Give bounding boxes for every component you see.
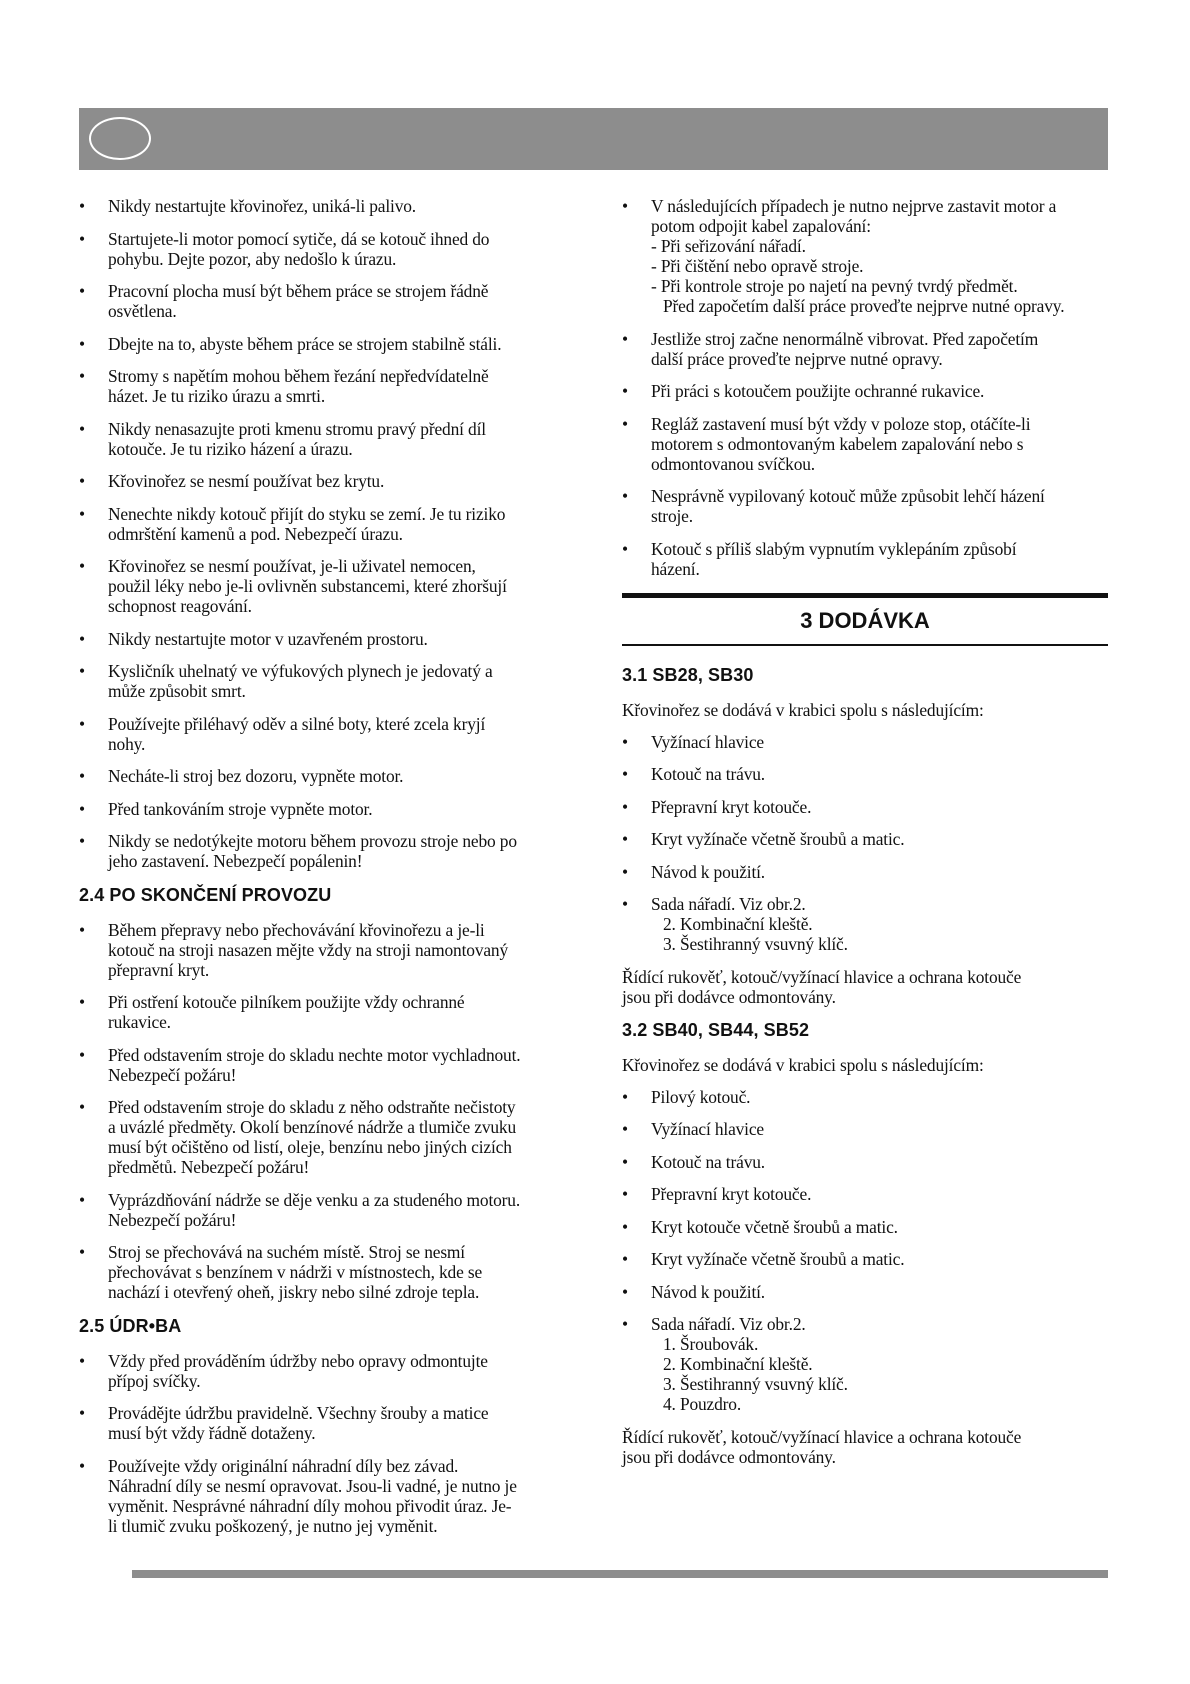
section-3-1-note bbox=[622, 967, 1108, 1007]
line: pohybu. Dejte pozor, aby nedošlo k úrazu. bbox=[108, 248, 397, 269]
line: Před tankováním stroje vypněte motor. bbox=[108, 798, 373, 819]
bullet-mark: • bbox=[79, 1242, 85, 1262]
bullet-mark: • bbox=[79, 1403, 85, 1423]
bullet-mark: • bbox=[622, 1249, 628, 1269]
item-text: Kotouč na trávu. bbox=[651, 764, 765, 784]
line: Kysličník uhelnatý ve výfukových plynech je jedovatý a bbox=[108, 661, 493, 681]
item-text: Návod k použití. bbox=[651, 1281, 766, 1302]
tool-item: 3. Šestihranný vsuvný klíč. bbox=[663, 934, 848, 954]
bullet-mark: • bbox=[622, 1086, 628, 1107]
bullet-mark: • bbox=[79, 366, 85, 386]
item-text: Vyžínací hlavice bbox=[651, 1119, 764, 1139]
right-bullet-list-2 bbox=[622, 329, 1108, 579]
list-item bbox=[79, 334, 565, 354]
safety-bullet-list bbox=[79, 196, 565, 871]
line: Nikdy nenasazujte proti kmenu stromu pravý přední díl bbox=[108, 418, 486, 439]
tool-item: 3. Šestihranný vsuvný klíč. bbox=[663, 1374, 848, 1394]
line: házet. Je tu riziko úrazu a smrti. bbox=[108, 386, 326, 406]
list-item bbox=[79, 1351, 565, 1391]
line: a uvázlé předměty. Okolí benzínové nádrže a tlumiče zvuku bbox=[108, 1117, 517, 1137]
bullet-mark: • bbox=[622, 381, 628, 401]
bullet-mark: • bbox=[79, 919, 85, 940]
footer-bar bbox=[132, 1570, 1108, 1578]
line: Stroj se přechovává na suchém místě. Stroj se nesmí bbox=[108, 1242, 465, 1262]
line: potom odpojit kabel zapalování: bbox=[651, 216, 871, 236]
line: V následujících případech je nutno nejprve zastavit motor a bbox=[651, 196, 1057, 216]
list-item bbox=[79, 992, 565, 1032]
bullet-mark: • bbox=[622, 764, 628, 784]
list-item bbox=[79, 1045, 565, 1085]
bullet-mark: • bbox=[622, 731, 628, 752]
tool-list bbox=[651, 914, 1108, 954]
list-item bbox=[622, 1119, 1108, 1139]
section-3-1-title: 3.1 SB28, SB30 bbox=[622, 664, 754, 685]
list-item bbox=[79, 556, 565, 616]
list-item bbox=[622, 1184, 1108, 1204]
bullet-mark: • bbox=[622, 1314, 628, 1334]
line: Nebezpečí požáru! bbox=[108, 1209, 237, 1230]
dash-item-tail: Před započetím další práce proveďte nejprve nutné opravy. bbox=[663, 296, 1065, 316]
list-item bbox=[79, 1403, 565, 1443]
line: Vždy před prováděním údržby nebo opravy odmontujte bbox=[108, 1350, 488, 1371]
line: stroje. bbox=[651, 506, 693, 526]
list-item bbox=[79, 1190, 565, 1230]
list-item bbox=[79, 229, 565, 269]
line: Nebezpečí požáru! bbox=[108, 1064, 237, 1085]
list-item bbox=[622, 329, 1108, 369]
bullet-mark: • bbox=[622, 1216, 628, 1237]
right-bullet-list bbox=[622, 196, 1108, 316]
tool-kit-label: Sada nářadí. Viz obr.2. bbox=[651, 894, 806, 914]
line: jeho zastavení. Nebezpečí popálenin! bbox=[108, 851, 363, 871]
item-text: Pilový kotouč. bbox=[651, 1086, 751, 1107]
line: může způsobit smrt. bbox=[108, 681, 246, 701]
line: Stromy s napětím mohou během řezání nepředvídatelně bbox=[108, 366, 489, 386]
line: Nenechte nikdy kotouč přijít do styku se zemí. Je tu riziko bbox=[108, 503, 506, 524]
section-3-2-note bbox=[622, 1427, 1108, 1467]
bullet-mark: • bbox=[622, 829, 628, 849]
line: Nikdy nestartujte křovinořez, uniká-li palivo. bbox=[108, 196, 416, 216]
line: odmrštění kamenů a pod. Nebezpečí úrazu. bbox=[108, 523, 403, 544]
dash-item: - Při kontrole stroje po najetí na pevný tvrdý předmět. bbox=[651, 276, 1018, 296]
left-column bbox=[79, 196, 565, 1548]
list-item bbox=[622, 1249, 1108, 1269]
line: Používejte vždy originální náhradní díly bez závad. bbox=[108, 1455, 459, 1476]
bullet-mark: • bbox=[79, 333, 85, 354]
tool-kit-item bbox=[622, 894, 1108, 954]
bullet-mark: • bbox=[79, 281, 85, 301]
line: Před odstavením stroje do skladu z něho odstraňte nečistoty bbox=[108, 1097, 516, 1117]
bullet-mark: • bbox=[622, 1184, 628, 1204]
line: Před odstavením stroje do skladu nechte motor vychladnout. bbox=[108, 1044, 521, 1065]
line: Používejte přiléhavý oděv a silné boty, které zcela kryjí bbox=[108, 713, 486, 734]
line: kotouč na stroji nasazen mějte vždy na stroji namontovaný bbox=[108, 939, 509, 960]
list-item bbox=[622, 764, 1108, 784]
line: Při práci s kotoučem použijte ochranné rukavice. bbox=[651, 381, 985, 401]
bullet-mark: • bbox=[622, 1119, 628, 1139]
bullet-mark: • bbox=[79, 713, 85, 734]
language-code-oval bbox=[89, 117, 151, 160]
item-text: Kryt vyžínače včetně šroubů a matic. bbox=[651, 1249, 905, 1269]
list-item bbox=[79, 629, 565, 649]
bullet-mark: • bbox=[79, 471, 85, 491]
list-item bbox=[79, 1097, 565, 1177]
line: Nikdy se nedotýkejte motoru během provozu stroje nebo po bbox=[108, 831, 517, 851]
bullet-mark: • bbox=[622, 196, 628, 216]
list-item bbox=[79, 661, 565, 701]
list-item bbox=[79, 196, 565, 216]
bullet-mark: • bbox=[622, 1281, 628, 1302]
bullet-mark: • bbox=[622, 486, 628, 506]
bullet-mark: • bbox=[79, 661, 85, 681]
bullet-mark: • bbox=[79, 798, 85, 819]
line: Jestliže stroj začne nenormálně vibrovat. Před započetím bbox=[651, 328, 1039, 349]
list-item bbox=[622, 1282, 1108, 1302]
list-item bbox=[622, 732, 1108, 752]
list-item bbox=[622, 1217, 1108, 1237]
bullet-mark: • bbox=[622, 894, 628, 914]
section-3-1-list bbox=[622, 732, 1108, 882]
bullet-mark: • bbox=[79, 1350, 85, 1371]
tool-item: 1. Šroubovák. bbox=[663, 1334, 759, 1354]
line: motorem s odmontovaným kabelem zapalování nebo s bbox=[651, 433, 1024, 454]
bullet-mark: • bbox=[79, 831, 85, 851]
bullet-mark: • bbox=[79, 628, 85, 649]
line: házení. bbox=[651, 558, 700, 579]
item-text: Přepravní kryt kotouče. bbox=[651, 1184, 812, 1204]
list-item bbox=[622, 1087, 1108, 1107]
line: přechovávat s benzínem v nádrži v místnostech, kde se bbox=[108, 1262, 483, 1282]
line: Provádějte údržbu pravidelně. Všechny šrouby a matice bbox=[108, 1403, 489, 1423]
tool-kit-item bbox=[622, 1314, 1108, 1414]
bullet-mark: • bbox=[79, 418, 85, 439]
line: Křovinořez se nesmí používat bez krytu. bbox=[108, 471, 385, 491]
item-text: Vyžínací hlavice bbox=[651, 731, 764, 752]
line: musí být vždy řádně dotaženy. bbox=[108, 1423, 316, 1443]
line: nohy. bbox=[108, 733, 146, 754]
section-2-5-title: 2.5 ÚDR•BA bbox=[79, 1315, 182, 1336]
line: přepravní kryt. bbox=[108, 959, 210, 980]
list-item bbox=[79, 419, 565, 459]
list-item bbox=[622, 862, 1108, 882]
line: Regláž zastavení musí být vždy v poloze stop, otáčíte-li bbox=[651, 413, 1031, 434]
dash-item: - Při čištění nebo opravě stroje. bbox=[651, 256, 864, 276]
line: odmontovanou svíčkou. bbox=[651, 453, 815, 474]
bullet-mark: • bbox=[79, 556, 85, 576]
line: Startujete-li motor pomocí sytiče, dá se kotouč ihned do bbox=[108, 228, 490, 249]
bullet-mark: • bbox=[622, 861, 628, 882]
bullet-mark: • bbox=[79, 1097, 85, 1117]
list-item bbox=[622, 486, 1108, 526]
item-text: Kryt kotouče včetně šroubů a matic. bbox=[651, 1216, 898, 1237]
line: Pracovní plocha musí být během práce se strojem řádně bbox=[108, 281, 489, 301]
line: přípoj svíčky. bbox=[108, 1370, 201, 1391]
line: kotouče. Je tu riziko házení a úrazu. bbox=[108, 438, 353, 459]
note-line: Řídící rukověť, kotouč/vyžínací hlavice a ochrana kotouče bbox=[622, 1426, 1022, 1447]
bullet-mark: • bbox=[622, 413, 628, 434]
bullet-mark: • bbox=[79, 1455, 85, 1476]
line: nachází i otevřený oheň, jiskry nebo silné zdroje tepla. bbox=[108, 1282, 480, 1302]
list-item bbox=[79, 920, 565, 980]
bullet-mark: • bbox=[79, 196, 85, 216]
section-3-2-intro: Křovinořez se dodává v krabici spolu s následujícím: bbox=[622, 1054, 984, 1075]
tool-item: 2. Kombinační kleště. bbox=[663, 914, 813, 934]
item-text: Návod k použití. bbox=[651, 861, 766, 882]
line: vyměnit. Nesprávné náhradní díly mohou přivodit úraz. Je- bbox=[108, 1495, 512, 1516]
line: li tlumič zvuku poškozený, je nutno jej vyměnit. bbox=[108, 1515, 438, 1536]
bullet-mark: • bbox=[622, 538, 628, 559]
line: Kotouč s příliš slabým vypnutím vyklepáním způsobí bbox=[651, 538, 1017, 559]
list-item bbox=[79, 1456, 565, 1536]
line: předmětů. Nebezpečí požáru! bbox=[108, 1157, 310, 1177]
list-item bbox=[79, 714, 565, 754]
section-3-1-intro: Křovinořez se dodává v krabici spolu s následujícím: bbox=[622, 699, 984, 720]
line: rukavice. bbox=[108, 1012, 171, 1032]
section-2-4-title: 2.4 PO SKONČENÍ PROVOZU bbox=[79, 884, 332, 905]
note-line: jsou při dodávce odmontovány. bbox=[622, 986, 836, 1007]
list-item bbox=[79, 1242, 565, 1302]
item-text: Přepravní kryt kotouče. bbox=[651, 796, 812, 817]
right-column bbox=[622, 196, 1108, 1479]
line: schopnost reagování. bbox=[108, 596, 252, 616]
line: Při ostření kotouče pilníkem použijte vždy ochranné bbox=[108, 992, 465, 1012]
tool-item: 2. Kombinační kleště. bbox=[663, 1354, 813, 1374]
list-item bbox=[622, 829, 1108, 849]
line: Křovinořez se nesmí používat, je-li uživatel nemocen, bbox=[108, 556, 476, 576]
line: Dbejte na to, abyste během práce se strojem stabilně stáli. bbox=[108, 333, 502, 354]
section-2-5-list bbox=[79, 1351, 565, 1536]
chapter-heading bbox=[622, 593, 1108, 646]
bullet-mark: • bbox=[622, 796, 628, 817]
section-2-4-list bbox=[79, 920, 565, 1303]
list-item bbox=[79, 831, 565, 871]
list-item bbox=[622, 539, 1108, 579]
line: Necháte-li stroj bez dozoru, vypněte motor. bbox=[108, 766, 404, 786]
section-3-2-title: 3.2 SB40, SB44, SB52 bbox=[622, 1019, 810, 1040]
item-text: Kotouč na trávu. bbox=[651, 1151, 765, 1172]
line: Nikdy nestartujte motor v uzavřeném prostoru. bbox=[108, 628, 428, 649]
list-item bbox=[79, 366, 565, 406]
note-line: jsou při dodávce odmontovány. bbox=[622, 1446, 836, 1467]
line: Nesprávně vypilovaný kotouč může způsobit lehčí házení bbox=[651, 486, 1045, 506]
bullet-mark: • bbox=[622, 328, 628, 349]
section-3-1-tools bbox=[622, 894, 1108, 954]
list-item bbox=[79, 799, 565, 819]
bullet-mark: • bbox=[79, 1044, 85, 1065]
bullet-mark: • bbox=[79, 1189, 85, 1210]
bullet-mark: • bbox=[79, 503, 85, 524]
list-item bbox=[622, 797, 1108, 817]
line: osvětlena. bbox=[108, 301, 177, 321]
list-item bbox=[79, 504, 565, 544]
line: použil léky nebo je-li ovlivněn substancemi, které zhoršují bbox=[108, 576, 507, 596]
line: Náhradní díly se nesmí opravovat. Jsou-li vadné, je nutno je bbox=[108, 1475, 517, 1496]
line: Vyprázdňování nádrže se děje venku a za studeného motoru. bbox=[108, 1189, 521, 1210]
bullet-mark: • bbox=[79, 228, 85, 249]
note-line: Řídící rukověť, kotouč/vyžínací hlavice a ochrana kotouče bbox=[622, 966, 1022, 987]
tool-list bbox=[651, 1334, 1108, 1414]
list-item bbox=[622, 381, 1108, 401]
bullet-mark: • bbox=[622, 1151, 628, 1172]
list-item bbox=[622, 1152, 1108, 1172]
list-item bbox=[622, 414, 1108, 474]
bullet-mark: • bbox=[79, 992, 85, 1012]
line: Během přepravy nebo přechovávání křovinořezu a je-li bbox=[108, 919, 485, 940]
tool-kit-label: Sada nářadí. Viz obr.2. bbox=[651, 1314, 806, 1334]
list-item bbox=[622, 196, 1108, 316]
item-text: Kryt vyžínače včetně šroubů a matic. bbox=[651, 829, 905, 849]
bullet-mark: • bbox=[79, 766, 85, 786]
tool-item: 4. Pouzdro. bbox=[663, 1394, 742, 1414]
header-bar bbox=[79, 108, 1108, 170]
list-item bbox=[79, 471, 565, 491]
chapter-title: 3 DODÁVKA bbox=[800, 607, 930, 633]
line: další práce proveďte nejprve nutné opravy. bbox=[651, 348, 943, 369]
list-item bbox=[79, 766, 565, 786]
dash-item: - Při seřizování nářadí. bbox=[651, 236, 806, 256]
list-item bbox=[79, 281, 565, 321]
section-3-2-list bbox=[622, 1087, 1108, 1302]
section-3-2-tools bbox=[622, 1314, 1108, 1414]
line: musí být očištěno od listí, oleje, benzínu nebo jiných cizích bbox=[108, 1137, 512, 1157]
